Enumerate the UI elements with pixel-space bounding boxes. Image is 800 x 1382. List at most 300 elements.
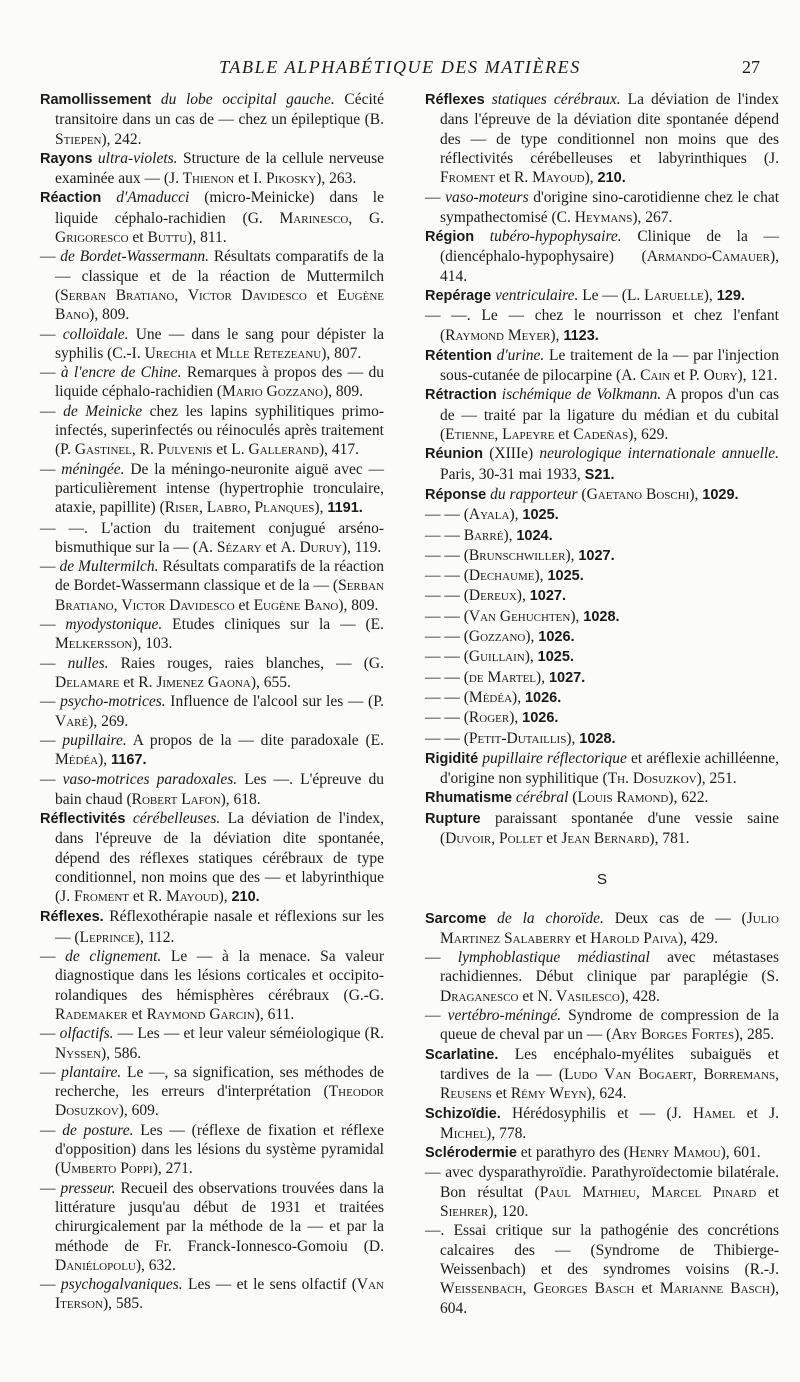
entry-text: ), [550,326,564,344]
entry-text: Le — à la menace. Sa valeur diagnostique dans les lésions corticales et occipito-rolandiques des hémisphères cérébraux ( [55,948,385,1004]
entry-subheading: nulles. [67,654,109,672]
entry-headword: S21. [584,466,615,483]
entry-text: avec métastases rachidiennes. Début clinique par paraplégie ( [440,949,779,986]
index-entry [425,1221,779,1317]
entry-author: Dechaume [468,567,535,585]
entry-text: ), [703,286,717,304]
index-entry [40,1121,384,1179]
entry-text: ), 781. [649,829,690,847]
entry-text: ), [584,169,598,187]
entry-headword: Rigidité [425,750,479,767]
entry-author: S. Draganesco [440,968,779,1005]
entry-author: Médéa [468,688,513,706]
entry-subheading: colloïdale. [62,325,129,343]
entry-text: ), 655. [250,673,291,691]
entry-text: ), 601. [720,1144,761,1162]
entry-text: ), 632. [135,1256,176,1274]
entry-text: ( [577,485,587,503]
right-column [425,90,779,1318]
entry-author: Dereux [468,587,517,605]
entry-headword: Schizoïdie. [425,1105,501,1122]
entry-text: De la méningo-neuronite aiguë avec — particulièrement intense (hypertrophie tronculaire, ataxie, papillite) ( [55,460,384,517]
entry-text: — — ( [425,709,469,727]
entry-author: de Martel [468,668,537,686]
entry-headword: 1027. [529,588,566,605]
section-letter-s: S [596,871,607,889]
entry-text: ), [503,526,517,544]
entry-subheading: du lobe occipital gauche. [160,91,335,108]
entry-text: — — ( [425,648,469,666]
entry-text: et [212,441,232,459]
entry-text: ), [509,709,523,727]
entry-headword: 1027. [548,669,586,686]
entry-text: — [425,949,458,967]
entry-author: A. Sézary [197,538,262,556]
entry-text: , [198,499,207,517]
entry-text: Remarques à propos des — du liquide céphalo-rachidien ( [55,364,384,401]
entry-headword: 1167. [111,752,147,769]
index-entry [40,770,384,809]
entry-text: ), 251. [696,770,737,788]
index-entry [425,708,779,728]
entry-text: , [131,441,140,459]
entry-text: — [425,1007,448,1025]
index-entry [40,1275,384,1314]
index-entry [40,615,384,654]
entry-text: — [40,731,63,749]
entry-text: — — ( [425,607,469,625]
entry-text: , [494,426,503,444]
index-entry [425,526,779,546]
entry-text: ), 121. [737,367,778,385]
entry-subheading: plantaire. [61,1063,122,1081]
page-number: 27 [742,57,760,77]
entry-text: et [119,673,139,691]
entry-text: et [518,987,538,1005]
index-entry [425,647,779,667]
entry-text: La déviation de l'index, dans l'épreuve de la déviation dite spontanée, dépend des réflexes statiques cérébraux de type conditionnel, non moins que des — et labyrinthique ( [55,809,384,906]
entry-text: , [522,1280,534,1298]
entry-text: Deux cas de — ( [603,909,747,927]
entry-author: Siehrer [440,1203,489,1221]
entry-text: Les —. L'épreuve du bain chaud ( [55,771,384,808]
index-entry [425,485,779,505]
entry-headword: 1026. [522,710,559,727]
entry-text: ), 414. [440,248,779,285]
index-entry [425,505,779,525]
entry-text: — [40,1276,61,1294]
entry-author: P. Gastinel [60,441,132,459]
entry-text: ), 585. [102,1295,143,1313]
entry-author: Leprince [79,928,135,946]
entry-subheading: d'Amaducci [116,189,190,207]
entry-text: Influence de l'alcool sur les — ( [165,693,374,711]
entry-author: J. Thienon [169,170,235,188]
index-entry [40,402,384,460]
entry-text: ), 429. [677,929,718,947]
entry-author: Ary Borges Fortes [611,1026,735,1044]
entry-author: Louis Ramond [577,789,669,807]
entry-text: d'origine sino-carotidienne chez le chat sympathectomisé ( [440,189,780,226]
entry-headword: Réflectivités [40,810,126,827]
entry-text: — [425,189,446,207]
index-entry [40,188,384,247]
entry-headword: 1025. [547,568,584,585]
entry-author: J. Michel [440,1104,779,1142]
entry-headword: Ramollissement [40,92,152,108]
entry-text: — — ( [425,506,469,524]
entry-text: Le —, sa signification, ses méthodes de recherche, les erreurs d'interprétation ( [55,1063,384,1101]
entry-author: I. Pikosky [253,170,317,188]
entry-author: C. Heymans [556,208,633,226]
entry-text: et [128,229,148,247]
entry-text: — [40,1063,62,1081]
entry-text: Les encéphalo-myélites subaiguës et tardives de la — ( [440,1045,779,1083]
entry-text: et [306,286,338,304]
entry-author: Gozzano [468,628,526,646]
entry-author: Brunschwiller [468,546,566,564]
entry-headword: Réponse [425,486,487,503]
entry-text: — avec dysparathyroïdie. Parathyroïdectomie bilatérale. Bon résultat ( [425,1164,779,1201]
entry-headword: Rétraction [425,387,497,404]
entry-text: et [542,829,562,847]
entry-subheading: psychogalvaniques. [60,1276,183,1294]
entry-text: Etudes cliniques sur la — ( [162,616,371,634]
index-entry [425,607,779,627]
entry-text: ), 271. [152,1160,193,1178]
entry-text: ), 609. [118,1102,159,1120]
entry-text: Réflexothérapie nasale et réflexions sur les — ( [55,908,384,946]
entry-text: — [40,558,60,576]
entry-text: ), 611. [254,1005,295,1023]
entry-subheading: olfactifs. [59,1025,114,1043]
entry-text: Résultats comparatifs de la réaction de Bordet-Wassermann classique et de la — ( [55,558,384,595]
entry-text: ( [568,789,578,807]
entry-text [101,189,116,206]
entry-text: ), 120. [488,1203,529,1221]
entry-author: B. Stiepen [55,111,384,148]
entry-text: — [40,654,68,672]
entry-text: ), 103. [132,635,173,653]
entry-text: , [246,499,255,517]
entry-author: R. Nyssen [55,1025,385,1062]
index-entry [40,363,384,402]
entry-subheading: myodystonique. [65,616,163,634]
entry-author: Eugène Bano [55,286,385,324]
entry-text: et [196,344,216,362]
entry-author: Van Gehuchten [468,607,571,625]
entry-author: Victor Davidesco [121,596,235,614]
entry-text: Recueil des observations trouvées dans la littérature jusqu'au début de 1931 et traitées chirurgicalement par la méthode de la — et par la méthode de Fr. Franck-Ionnesco-Gomoiu ( [55,1179,384,1255]
entry-text: , [113,596,122,614]
index-entry [40,90,384,149]
entry-text: ), 629. [628,426,669,444]
entry-subheading: vertébro-méningé. [447,1007,562,1025]
entry-text: ), [570,607,584,625]
entry-author: L. Laruelle [626,286,704,304]
entry-author: Eugène Bano [253,596,339,614]
entry-text: ), 811. [187,229,227,247]
entry-text: paraissant spontanée d'une vessie saine ( [440,809,779,847]
entry-author: Henry Mamou [628,1144,721,1162]
index-entry [40,1063,384,1121]
index-entry [425,188,779,227]
entry-author: Roger [468,709,510,727]
entry-subheading: de la choroïde. [497,909,604,927]
index-entry [425,749,779,789]
entry-text: ), [534,567,548,585]
entry-subheading: de Meinicke [63,402,143,420]
entry-author: Riser [164,499,199,517]
entry-text: , [174,286,188,304]
index-entry [40,247,384,324]
entry-author: Ayala [468,506,510,524]
index-entry [425,227,779,286]
entry-text: Syndrome de compression de la queue de cheval par un — ( [440,1007,780,1044]
entry-text: Structure de la cellule nerveuse examinée aux — ( [55,149,385,188]
entry-text: ), 809. [322,383,363,401]
entry-text [485,91,492,108]
entry-text: ), [314,499,328,517]
entry-text: Hérédosyphilis et — ( [500,1104,672,1122]
entry-author: Marianne Basch [659,1280,770,1298]
entry-text: — [40,402,64,420]
entry-subheading: ventriculaire. [494,286,579,304]
index-entry [425,909,779,949]
entry-author: J. Hamel [671,1104,736,1122]
entry-subheading: de Bordet-Wassermann. [60,248,210,266]
entry-author: Robert Lafon [131,790,221,808]
index-entry [425,385,779,444]
entry-author: J. Froment [440,149,779,187]
entry-author: Mlle Retezeanu [215,344,322,362]
entry-text: ), 112. [134,928,175,946]
entry-text: ), 604. [440,1280,779,1317]
entry-text: , [692,1065,704,1083]
entry-text: , [636,1183,652,1201]
entry-headword: 1028. [583,608,620,625]
entry-subheading: neurologique internationale annuelle. [539,445,779,463]
entry-text: ), 119. [341,538,382,556]
entry-author: Duvoir [445,829,492,847]
index-entry [425,1143,779,1163]
entry-text: Les — (réflexe de fixation et réflexe d'opposition) dans les lésions du système pyramidal ( [55,1121,384,1178]
entry-headword: Réaction [40,190,102,207]
entry-text: et [234,170,254,188]
entry-author: Victor Davidesco [187,286,307,304]
entry-author: Etienne [445,426,495,444]
entry-text: ), 807. [321,344,362,362]
entry-author: Rémy Weyn [510,1085,587,1103]
entry-text: ), 778. [486,1124,527,1142]
entry-text: — [40,693,61,711]
entry-headword: Réflexes [425,92,485,108]
entry-subheading: statiques cérébraux. [491,91,621,108]
index-entry [425,566,779,586]
entry-subheading: du rapporteur [490,485,578,503]
entry-text: et [234,596,254,614]
entry-author: Th. Dosuzkov [607,770,697,788]
entry-text: ), 285. [734,1026,775,1044]
entry-author: Armando-Camauer [646,248,770,266]
entry-subheading: cérébelleuses. [132,809,221,827]
entry-text: — — [425,526,464,544]
entry-text: et [554,426,574,444]
entry-subheading: de posture. [62,1121,134,1139]
index-entry [40,947,384,1024]
index-entry [425,346,779,386]
entry-text: — [40,771,63,789]
entry-author: Jean Bernard [561,829,650,847]
entry-author: Serban Bratiano [55,577,384,614]
index-entry [425,948,779,1006]
entry-subheading: à l'encre de Chine. [60,364,182,382]
entry-author: Guillain [468,648,525,666]
entry-text: — — ( [425,729,469,747]
entry-subheading: vaso-motrices paradoxales. [62,771,238,789]
entry-headword: 210. [597,170,626,187]
entry-text: ), [565,546,579,564]
entry-author: G.-G. Rademaker [55,986,384,1023]
entry-headword: 1191. [327,500,363,517]
entry-headword: Rétention [425,347,492,364]
entry-text: ), [98,751,112,769]
index-entry [425,788,779,808]
entry-author: R.-J. Weissenbach [440,1260,779,1298]
entry-text: ), 809. [338,596,379,614]
entry-author: Cadeñas [573,426,629,444]
entry-text: — [40,1179,61,1197]
entry-author: P. Oury [688,367,738,385]
index-entry [425,444,779,485]
left-column [40,90,384,1314]
entry-text: ), [689,485,703,503]
index-entry [40,692,384,731]
entry-subheading: pupillaire réflectorique [482,749,627,767]
entry-text: — —. L'action du traitement conjugué arséno-bismuthique sur la — ( [40,519,384,556]
entry-text: ), [566,729,580,747]
index-entry [425,1045,779,1104]
entry-text: ), 624. [586,1085,627,1103]
entry-headword: 1029. [702,486,739,503]
entry-text: ), [525,628,539,646]
entry-headword: 1123. [563,327,599,344]
entry-text: ), [509,506,523,524]
entry-author: Petit-Dutaillis [468,729,567,747]
entry-text: — — ( [425,668,469,686]
entry-author: Mario Gozzano [221,383,323,401]
index-entry [40,557,384,615]
entry-author: Georges Basch [533,1280,635,1298]
entry-text: ), [516,587,530,605]
entry-text: — [40,325,63,343]
entry-author: Buttu [147,229,188,247]
entry-text: et [735,1104,770,1122]
entry-author: Paul Mathieu [539,1183,636,1201]
index-entry [425,668,779,688]
entry-author: Theodor Dosuzkov [55,1083,384,1120]
entry-author: Ludo Van Bogaert [564,1065,693,1083]
entry-headword: Sarcome [425,910,487,927]
entry-text: — [40,460,62,478]
entry-subheading: méningée. [61,460,125,478]
entry-text: ), [218,888,232,906]
index-entry [40,809,384,907]
entry-text: , [775,1065,780,1083]
entry-author: L. Gallerand [231,441,319,459]
entry-text: et aréflexie achilléenne, d'origine non syphilitique ( [440,749,780,788]
entry-text: Les — et le sens olfactif ( [182,1276,357,1294]
entry-headword: 1025. [537,649,574,666]
entry-text: et [495,169,515,187]
entry-text [474,228,490,245]
entry-text: et [756,1183,779,1201]
entry-author: Julio Martinez Salaberry [440,909,780,947]
entry-headword: Repérage [425,287,492,304]
entry-author: N. Vasilesco [537,987,620,1005]
index-entry [40,460,384,519]
entry-text: — — ( [425,628,469,646]
entry-text: (micro-Meinicke) dans le liquide céphalo-rachidien ( [55,189,384,227]
index-entry [40,907,384,947]
entry-text: — Les — et leur valeur séméiologique ( [113,1025,370,1043]
entry-text: Le traitement de la — par l'injection sous-cutanée de pilocarpine ( [440,346,779,385]
entry-author: Raymond Meyer [445,326,551,344]
index-entry [425,1104,779,1144]
index-entry [425,586,779,606]
index-entry [40,654,384,693]
right-column-entries [425,90,779,848]
entry-text [125,810,132,827]
entry-author: E. Médéa [55,731,385,769]
entry-author: Umberto Poppi [60,1160,153,1178]
entry-author: A. Cain [621,367,671,385]
entry-text: —. Essai critique sur la pathogénie des concrétions calcaires des — (Syndrome de Thibierge-Weissenbach) et des syndromes voisins ( [425,1222,779,1278]
index-entry [425,1163,779,1221]
entry-author: Van Iterson [55,1276,385,1313]
entry-text: ), [524,648,538,666]
entry-subheading: ischémique de Volkmann. [501,386,662,404]
entry-text: — [40,1121,63,1139]
entry-headword: Sclérodermie [425,1145,517,1162]
entry-text: Clinique de la — (diencéphalo-hypophysaire) ( [440,228,779,266]
entry-author: Lapeyre [502,426,555,444]
entry-text: — — ( [425,546,469,564]
entry-subheading: tubéro-hypophysaire. [489,228,622,246]
entry-subheading: pupillaire. [62,731,127,749]
entry-text: Paris, 30-31 mai 1933, [440,465,585,483]
entry-text: (XIIIe) [483,445,540,463]
entry-author: D. Daniélopolu [55,1237,384,1274]
entry-author: G. Delamare [55,654,384,691]
entry-text [486,910,497,927]
entry-text: — — ( [425,688,469,706]
entry-text: — [40,616,66,634]
entry-subheading: presseur. [60,1179,116,1197]
index-entry [40,731,384,771]
entry-text: ), 269. [88,712,129,730]
entry-text: Le — ( [578,286,627,304]
entry-text: — [40,364,61,382]
entry-text: ), 622. [668,789,709,807]
entry-text: et [127,1005,147,1023]
entry-text: ), 242. [101,130,142,148]
entry-text: ), 267. [632,208,673,226]
entry-author: J. Froment [60,888,130,906]
entry-text: — —. Le — chez le nourrisson et chez l'enfant ( [425,307,779,344]
index-entry [425,729,779,749]
entry-text: Raies rouges, raies blanches, — ( [108,654,369,672]
